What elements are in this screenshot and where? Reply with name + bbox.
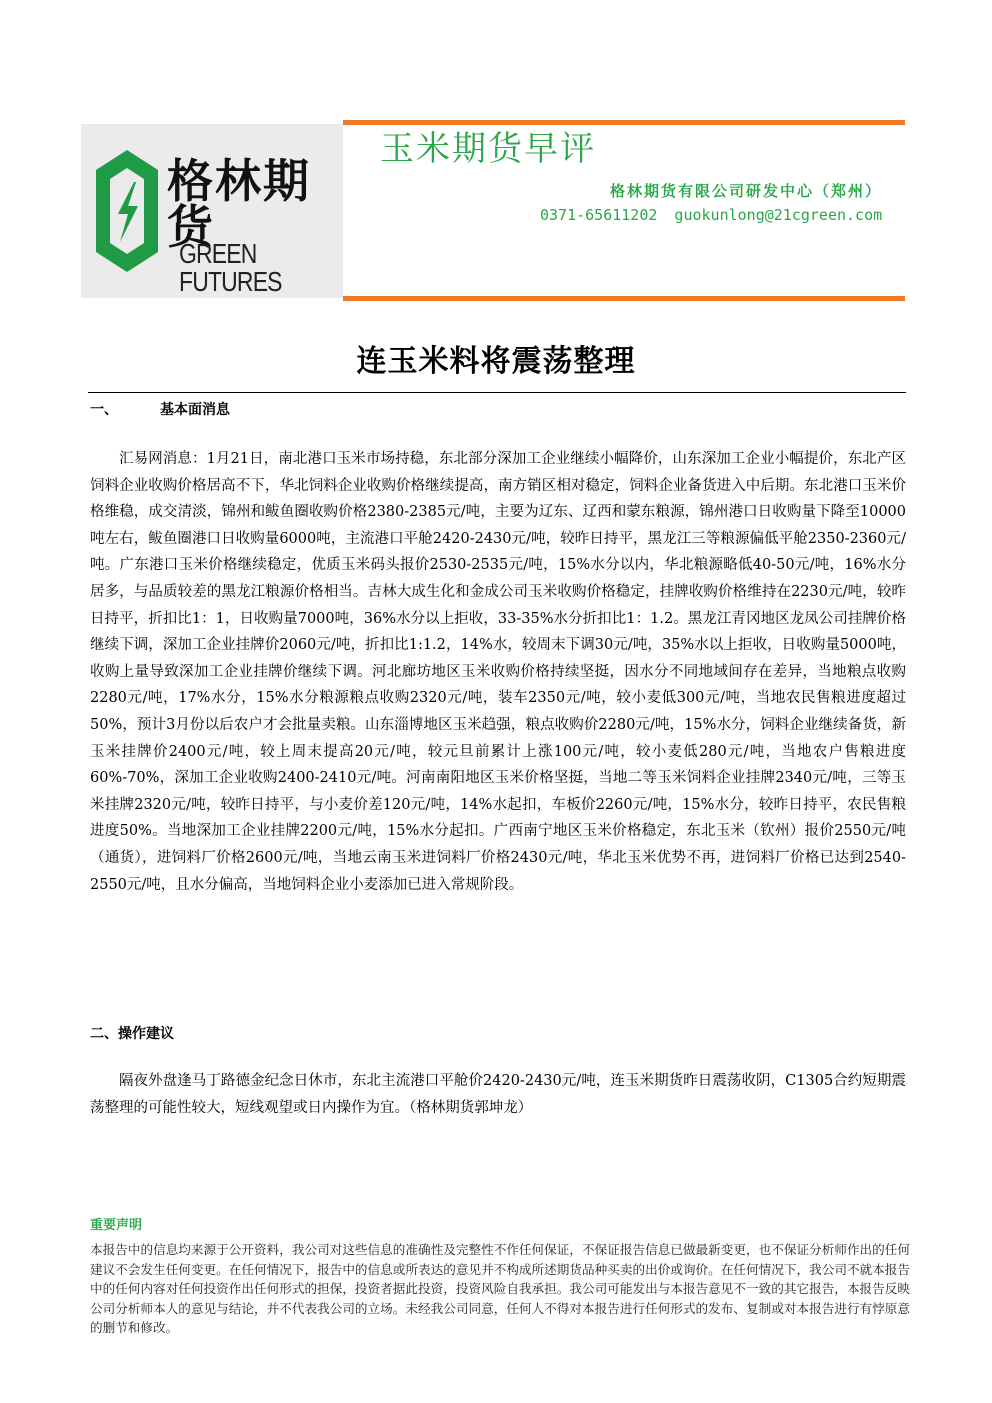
document-title: 连玉米料将震荡整理	[356, 344, 636, 379]
section-title: 基本面消息	[160, 402, 230, 418]
section-heading-advice	[90, 1023, 174, 1043]
advice-paragraph: 隔夜外盘逢马丁路德金纪念日休市，东北主流港口平舱价2420-2430元/吨，连玉米期货昨日震荡收阴，C1305合约短期震荡整理的可能性较大，短线观望或日内操作为宜。（格林期货郭坤龙）	[90, 1073, 906, 1116]
logo-english-text: GREEN FUTURES	[179, 238, 282, 297]
disclaimer-title: 重要声明	[90, 1218, 143, 1233]
disclaimer-body: 本报告中的信息均来源于公开资料，我公司对这些信息的准确性及完整性不作任何保证，不保证报告信息已做最新变更，也不保证分析师作出的任何建议不会发生任何变更。在任何情况下，报告中的信息或所表达的意见并不构成所述期货品种买卖的出价或询价。在任何情况下，我公司不就本报告中的任何内容对任何投资作出任何形式的担保，投资者据此投资，投资风险自我承担。我公司可能发出与本报告意见不一致的其它报告，本报告反映公司分析师本人的意见与结论，并不代表我公司的立场。未经我公司同意，任何人不得对本报告进行任何形式的发布、复制或对本报告进行有悖原意的删节和修改。	[90, 1242, 910, 1336]
section-number: 一、	[90, 402, 118, 418]
header-top-rule	[343, 120, 905, 125]
company-logo	[81, 124, 343, 298]
logo-chinese-text: 格林期货	[167, 154, 311, 254]
section-heading-fundamentals	[90, 399, 230, 419]
green-futures-logo-icon	[94, 148, 160, 274]
header-bottom-rule	[343, 296, 905, 301]
contact-info: 0371-65611202 guokunlong@21cgreen.com	[540, 206, 883, 224]
organization-name: 格林期货有限公司研发中心（郑州）	[609, 182, 882, 200]
title-divider	[88, 392, 906, 393]
fundamentals-paragraph: 汇易网消息：1月21日，南北港口玉米市场持稳，东北部分深加工企业继续小幅降价，山东深加工企业小幅提价，东北产区饲料企业收购价格居高不下，华北饲料企业收购价格继续提高，南方销区相对稳定，饲料企业备货进入中后期。东北港口玉米价格维稳，成交清淡，锦州和鲅鱼圈收购价格2380-2385元/吨，主要为辽东、辽西和蒙东粮源，锦州港口日收购量下降至10000吨左右，鲅鱼圈港口日收购量6000吨，主流港口平舱2420-2430元/吨，较昨日持平，黑龙江三等粮源偏低平舱2350-2360元/吨。广东港口玉米价格继续稳定，优质玉米码头报价2530-2535元/吨，15%水分以内，华北粮源略低40-50元/吨，16%水分居多，与品质较差的黑龙江粮源价格相当。吉林大成生化和金成公司玉米收购价格稳定，挂牌收购价格维持在2230元/吨，较昨日持平，折扣比1：1，日收购量7000吨，36%水分以上拒收，33-35%水分折扣比1：1.2。黑龙江青冈地区龙凤公司挂牌价格继续下调，深加工企业挂牌价2060元/吨，折扣比1:1.2，14%水，较周末下调30元/吨，35%水以上拒收，日收购量5000吨，收购上量导致深加工企业挂牌价继续下调。河北廊坊地区玉米收购价格持续坚挺，因水分不同地域间存在差异，当地粮点收购2280元/吨，17%水分，15%水分粮源粮点收购2320元/吨，装车2350元/吨，较小麦低300元/吨，当地农民售粮进度超过50%，预计3月份以后农户才会批量卖粮。山东淄博地区玉米趋强，粮点收购价2280元/吨，15%水分，饲料企业继续备货，新玉米挂牌价2400元/吨，较上周末提高20元/吨，较元旦前累计上涨100元/吨，较小麦低280元/吨，当地农户售粮进度60%-70%，深加工企业收购2400-2410元/吨。河南南阳地区玉米价格坚挺，当地二等玉米饲料企业挂牌2340元/吨，三等玉米挂牌2320元/吨，较昨日持平，与小麦价差120元/吨，14%水起扣，车板价2260元/吨，15%水分，较昨日持平，农民售粮进度50%。当地深加工企业挂牌2200元/吨，15%水分起扣。广西南宁地区玉米价格稳定，东北玉米（钦州）报价2550元/吨（通货），进饲料厂价格2600元/吨，当地云南玉米进饲料厂价格2430元/吨，华北玉米优势不再，进饲料厂价格已达到2540-2550元/吨，且水分偏高，当地饲料企业小麦添加已进入常规阶段。	[90, 451, 906, 893]
section-number: 二、	[90, 1026, 118, 1042]
section-title: 操作建议	[118, 1026, 174, 1042]
report-title: 玉米期货早评	[380, 129, 596, 169]
